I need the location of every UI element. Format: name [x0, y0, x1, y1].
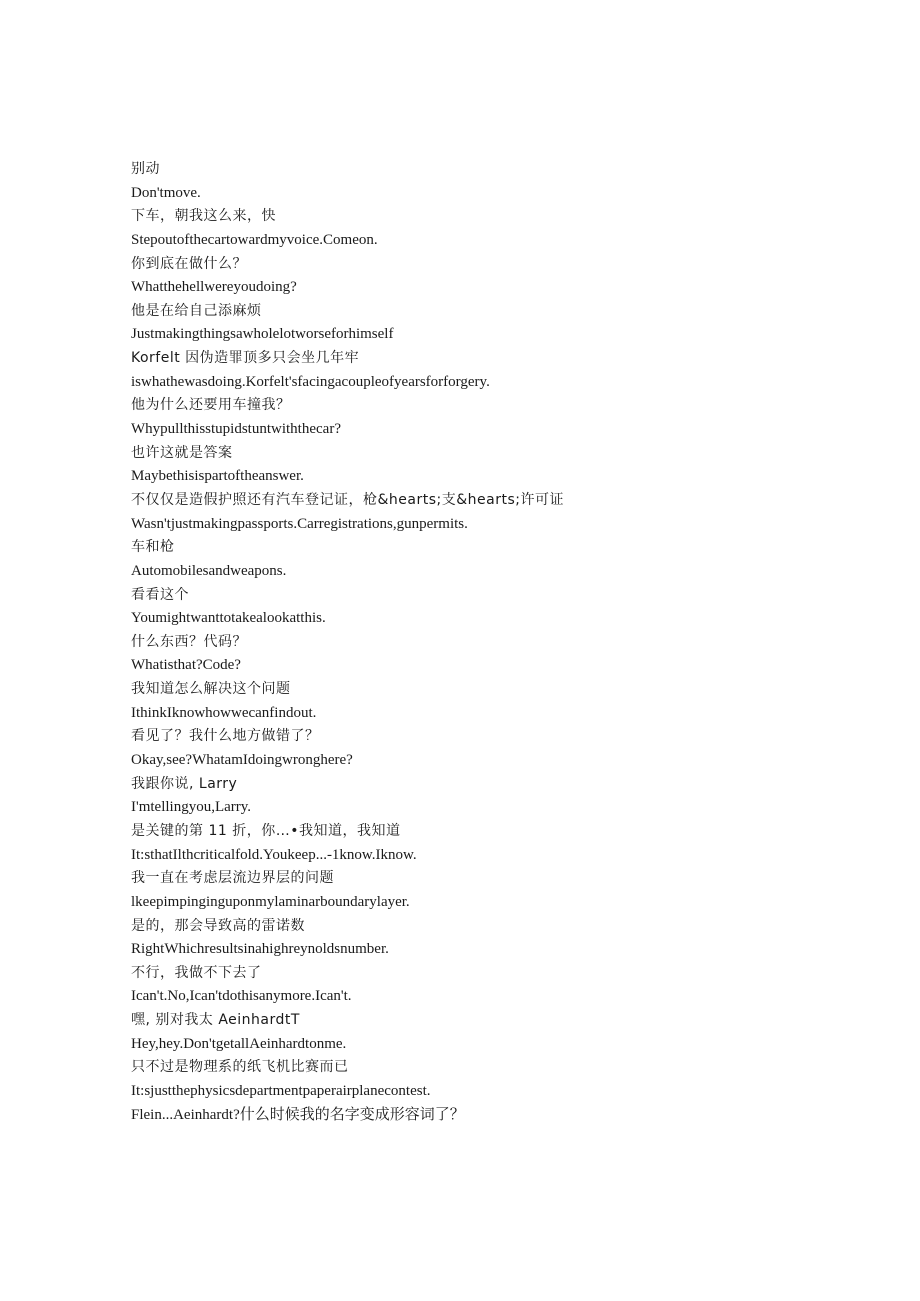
subtitle-line: 什么东西？代码？ [131, 633, 247, 650]
subtitle-line: Flein...Aeinhardt?什么时候我的名字变成形容词了？ [131, 1106, 465, 1123]
subtitle-line: IthinkIknowhowwecanfindout. [131, 704, 317, 721]
subtitle-line: I'mtellingyou,Larry. [131, 799, 252, 816]
subtitle-line: Stepoutofthecartowardmyvoice.Comeon. [131, 231, 378, 248]
subtitle-line: 他是在给自己添麻烦 [131, 302, 262, 319]
subtitle-line: 不仅仅是造假护照还有汽车登记证，枪&hearts;支&hearts;许可证 [131, 491, 564, 508]
subtitle-line: Whypullthisstupidstuntwiththecar? [131, 421, 341, 438]
subtitle-line: iswhathewasdoing.Korfelt'sfacingacoupleofyearsforforgery. [131, 373, 490, 390]
subtitle-line: Automobilesandweapons. [131, 562, 287, 579]
subtitle-line: 看见了？我什么地方做错了？ [131, 728, 320, 745]
subtitle-line: Youmightwanttotakealookatthis. [131, 610, 326, 627]
subtitle-line: Hey,hey.Don'tgetallAeinhardtonme. [131, 1035, 347, 1052]
subtitle-line: 也许这就是答案 [131, 444, 233, 461]
subtitle-line: 是的，那会导致高的雷诺数 [131, 917, 305, 934]
subtitle-line: Ican't.No,Ican'tdothisanymore.Ican't. [131, 988, 352, 1005]
subtitle-line: 别动 [131, 161, 160, 177]
subtitle-line: Whatthehellwereyoudoing? [131, 279, 297, 296]
subtitle-line: Justmakingthingsawholelotworseforhimself [131, 326, 394, 343]
subtitle-line: 他为什么还要用车撞我？ [131, 397, 291, 414]
subtitle-line: 我跟你说, Larry [131, 775, 238, 792]
subtitle-line: 下车，朝我这么来，快 [131, 208, 276, 225]
subtitle-line: Don'tmove. [131, 184, 201, 201]
subtitle-line: Okay,see?WhatamIdoingwronghere? [131, 752, 353, 769]
subtitle-line: 是关键的第 11 折，你…•我知道，我知道 [131, 822, 401, 839]
subtitle-line: Wasn'tjustmakingpassports.Carregistrations,gunpermits. [131, 515, 468, 532]
subtitle-line: Korfelt 因伪造罪顶多只会坐几年牢 [131, 350, 360, 367]
subtitle-line: Maybethisispartoftheanswer. [131, 468, 304, 485]
subtitle-line: RightWhichresultsinahighreynoldsnumber. [131, 941, 389, 958]
subtitle-line: It:sthatIlthcriticalfold.Youkeep...-1know.Iknow. [131, 846, 417, 863]
subtitle-line: 不行，我做不下去了 [131, 964, 262, 981]
subtitle-line: 你到底在做什么？ [131, 255, 247, 272]
subtitle-line: Whatisthat?Code? [131, 657, 241, 674]
subtitle-lines [131, 158, 871, 1127]
subtitle-line: 嘿, 别对我太 AeinhardtT [131, 1012, 300, 1029]
subtitle-line: 我知道怎么解决这个问题 [131, 681, 291, 698]
subtitle-line: 看看这个 [131, 586, 189, 603]
subtitle-line: 我一直在考虑层流边界层的问题 [131, 870, 334, 887]
subtitle-line: lkeepimpinginguponmylaminarboundarylayer. [131, 893, 410, 910]
subtitle-line: It:sjustthephysicsdepartmentpaperairplanecontest. [131, 1082, 431, 1099]
subtitle-line: 车和枪 [131, 539, 175, 556]
subtitle-line: 只不过是物理系的纸飞机比赛而已 [131, 1059, 349, 1076]
